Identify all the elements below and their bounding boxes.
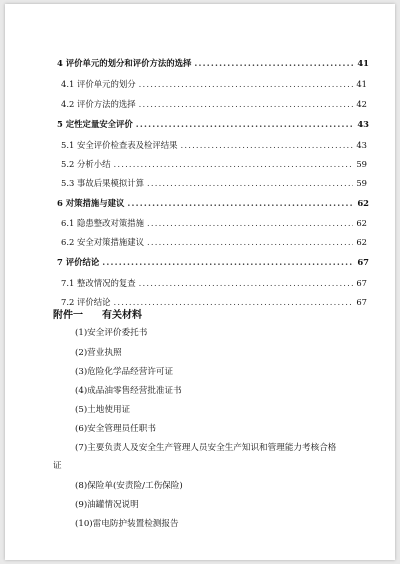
toc-entry-label: 6.2 安全对策措施建议: [61, 237, 144, 247]
toc-leader-dots: [147, 177, 353, 189]
toc-entry[interactable]: [61, 236, 367, 248]
appendix-title: 有关材料: [101, 310, 142, 321]
attachment-item: (7)主要负责人及安全生产管理人员安全生产知识和管理能力考核合格: [75, 443, 337, 453]
toc-entry-page: 42: [356, 99, 367, 109]
toc-entry-page: 62: [356, 237, 367, 247]
toc-entry-page: 62: [357, 198, 369, 208]
toc-leader-dots: [113, 158, 353, 170]
appendix-heading: [53, 309, 142, 322]
attachment-item: (1)安全评价委托书: [75, 328, 148, 338]
toc-entry-page: 67: [356, 297, 367, 307]
toc-entry-label: 7.2 评价结论: [61, 297, 111, 307]
toc-entry-label: 5.3 事故后果模拟计算: [61, 178, 144, 188]
toc-entry-label: 5.1 安全评价检查表及检评结果: [61, 140, 178, 150]
toc-entry[interactable]: [61, 217, 367, 229]
toc-entry-label: 6.1 隐患整改对策措施: [61, 218, 144, 228]
toc-leader-dots: [113, 296, 353, 308]
toc-entry-label: 6 对策措施与建议: [57, 198, 125, 208]
toc-entry-page: 43: [357, 119, 369, 129]
attachment-item: (6)安全管理员任职书: [75, 424, 156, 434]
toc-entry-page: 67: [356, 278, 367, 288]
toc-leader-dots: [139, 98, 354, 110]
toc-entry-label: 4 评价单元的划分和评价方法的选择: [57, 58, 192, 68]
attachment-item-continuation: 证: [53, 461, 62, 471]
attachment-item: (10)雷电防护装置检测报告: [75, 519, 179, 529]
toc-entry-label: 5 定性定量安全评价: [57, 119, 133, 129]
toc-leader-dots: [102, 256, 354, 268]
toc-entry[interactable]: [57, 256, 369, 268]
toc-entry-page: 43: [356, 140, 367, 150]
toc-entry-page: 62: [356, 218, 367, 228]
toc-entry-label: 5.2 分析小结: [61, 159, 111, 169]
toc-entry[interactable]: [61, 78, 367, 90]
toc-entry[interactable]: [61, 158, 367, 170]
attachment-item: (9)油罐情况说明: [75, 500, 139, 510]
appendix-prefix: 附件一: [53, 310, 83, 321]
toc-entry[interactable]: [57, 197, 369, 209]
toc-leader-dots: [136, 118, 355, 130]
attachment-item: (3)危险化学品经营许可证: [75, 367, 174, 377]
toc-entry[interactable]: [61, 277, 367, 289]
toc-entry[interactable]: [57, 118, 369, 130]
toc-leader-dots: [127, 197, 354, 209]
toc-entry-page: 59: [356, 159, 367, 169]
attachment-item: (2)营业执照: [75, 348, 122, 358]
toc-entry-label: 4.1 评价单元的划分: [61, 79, 136, 89]
toc-leader-dots: [194, 57, 354, 69]
toc-leader-dots: [180, 139, 353, 151]
document-page: [5, 4, 395, 560]
attachment-item: (8)保险单(安责险/工伤保险): [75, 481, 183, 491]
attachment-item: (5)土地使用证: [75, 405, 131, 415]
toc-entry-page: 59: [356, 178, 367, 188]
toc-entry[interactable]: [61, 296, 367, 308]
toc-entry-page: 41: [356, 79, 367, 89]
toc-entry[interactable]: [61, 177, 367, 189]
toc-leader-dots: [147, 236, 353, 248]
toc-entry-label: 4.2 评价方法的选择: [61, 99, 136, 109]
toc-entry-label: 7 评价结论: [57, 257, 100, 267]
toc-leader-dots: [139, 277, 354, 289]
toc-entry[interactable]: [61, 139, 367, 151]
toc-entry-label: 7.1 整改情况的复查: [61, 278, 136, 288]
toc-leader-dots: [139, 78, 354, 90]
toc-entry-page: 41: [357, 58, 369, 68]
toc-entry[interactable]: [61, 98, 367, 110]
toc-entry[interactable]: [57, 57, 369, 69]
toc-entry-page: 67: [357, 257, 369, 267]
attachment-item: (4)成品油零售经营批准证书: [75, 386, 182, 396]
toc-leader-dots: [147, 217, 353, 229]
